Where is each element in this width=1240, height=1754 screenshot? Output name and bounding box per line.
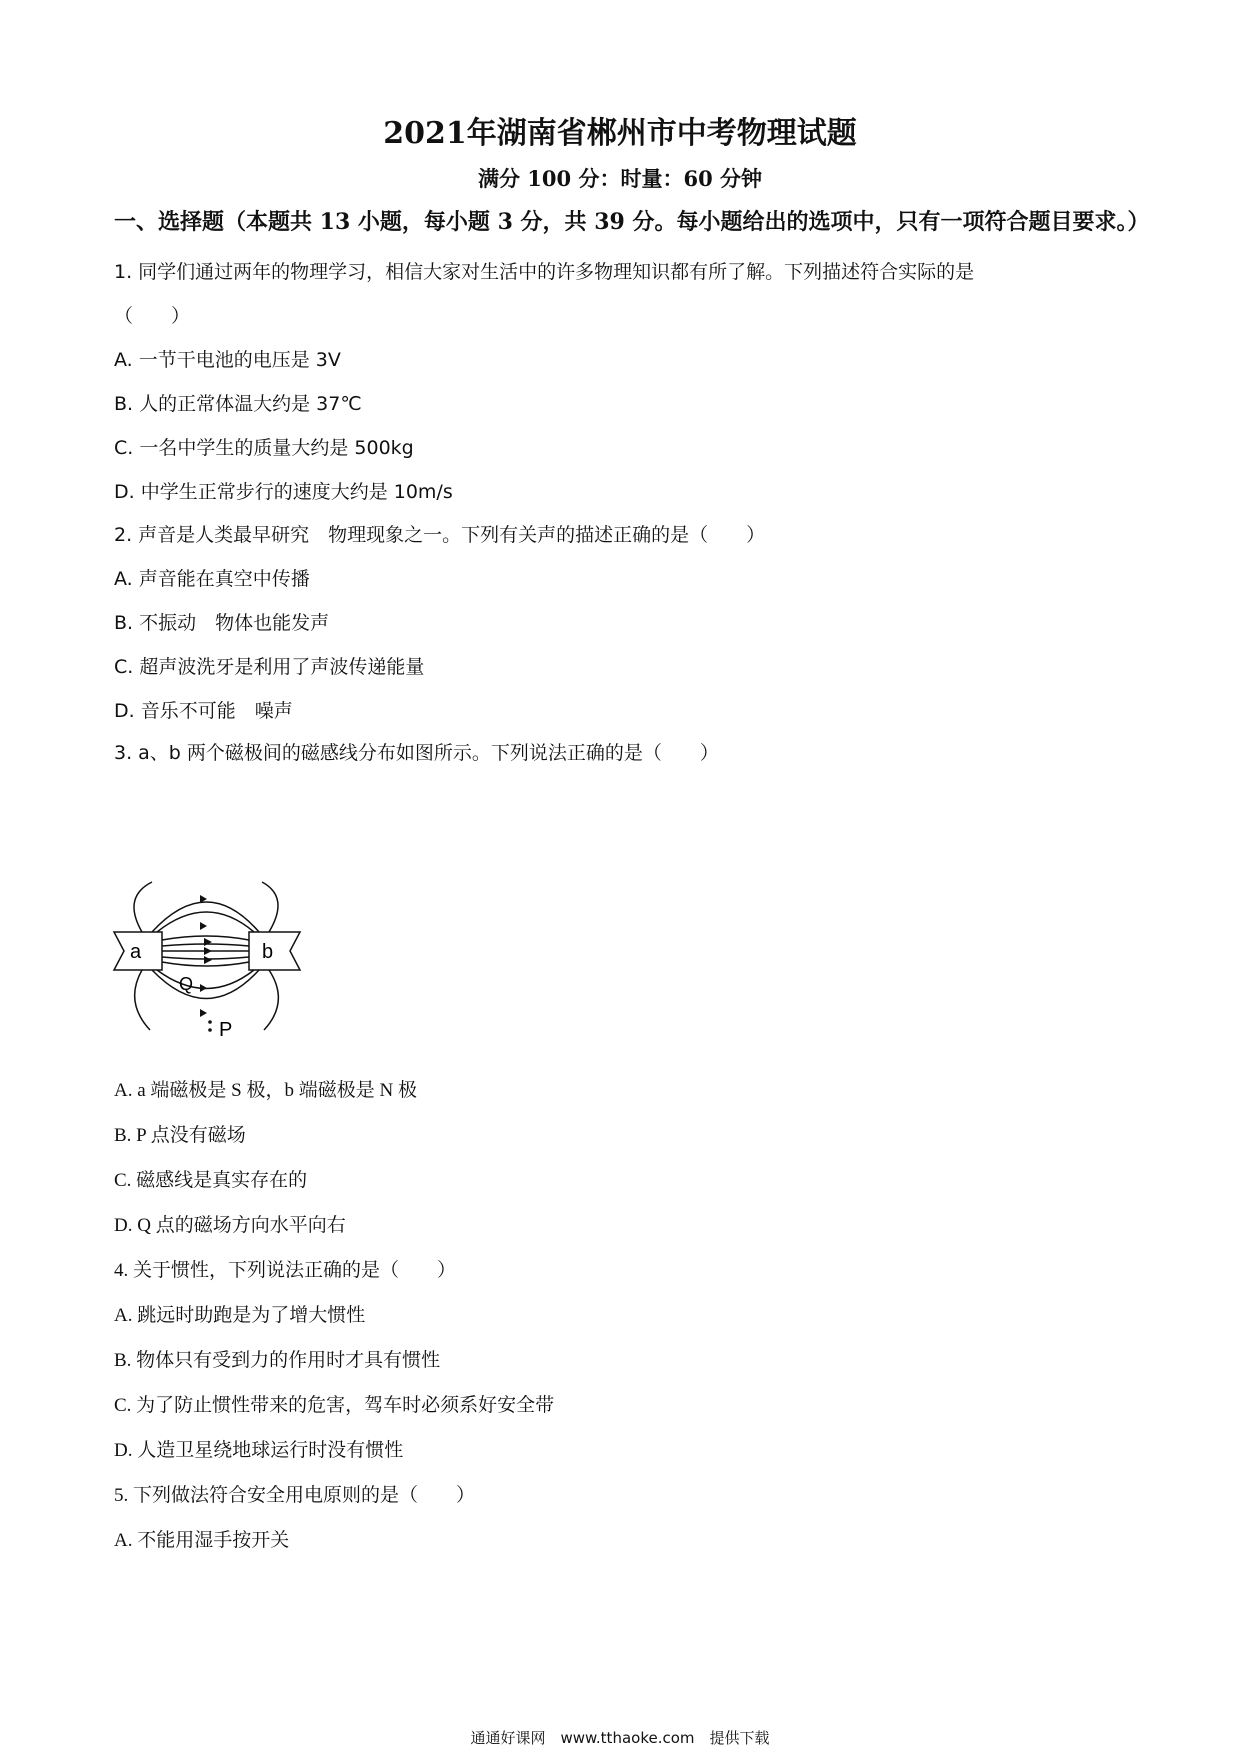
label-b: b — [262, 941, 274, 963]
question-2-option-a: A. 声音能在真空中传播 — [114, 568, 310, 590]
question-1-stem-cont: （ ） — [114, 305, 191, 327]
question-1-option-b: B. 人的正常体温大约是 37℃ — [114, 393, 362, 415]
question-3-option-b: B. P 点没有磁场 — [114, 1125, 246, 1146]
question-3-stem: 3. a、b 两个磁极间的磁感线分布如图所示。下列说法正确的是（ ） — [114, 742, 719, 764]
question-2-option-b: B. 不振动 物体也能发声 — [114, 612, 330, 634]
page-footer: 通通好课网 www.tthaoke.com 提供下载 — [470, 1729, 770, 1747]
question-2-option-c: C. 超声波洗牙是利用了声波传递能量 — [114, 656, 425, 678]
question-4-option-c: C. 为了防止惯性带来的危害，驾车时必须系好安全带 — [114, 1395, 555, 1416]
question-4-option-b: B. 物体只有受到力的作用时才具有惯性 — [114, 1350, 441, 1371]
page-subtitle: 满分 100 分：时量：60 分钟 — [478, 166, 762, 191]
question-1-stem: 1. 同学们通过两年的物理学习，相信大家对生活中的许多物理知识都有所了解。下列描述符合实际的是 — [114, 261, 975, 283]
section-heading: 一、选择题（本题共 13 小题，每小题 3 分，共 39 分。每小题给出的选项中，只有一项符合题目要求。） — [114, 209, 1150, 235]
question-5-option-a: A. 不能用湿手按开关 — [114, 1530, 290, 1551]
question-4-stem: 4. 关于惯性，下列说法正确的是（ ） — [114, 1260, 457, 1281]
question-3-option-c: C. 磁感线是真实存在的 — [114, 1170, 308, 1191]
label-p: P — [219, 1019, 233, 1041]
question-5-stem: 5. 下列做法符合安全用电原则的是（ ） — [114, 1485, 476, 1506]
question-4-option-d: D. 人造卫星绕地球运行时没有惯性 — [114, 1440, 404, 1461]
magnet-b — [249, 932, 300, 970]
question-1-option-a: A. 一节干电池的电压是 3V — [114, 349, 341, 371]
question-3-option-a: A. a 端磁极是 S 极，b 端磁极是 N 极 — [114, 1080, 417, 1101]
question-3-option-d: D. Q 点的磁场方向水平向右 — [114, 1215, 346, 1236]
label-a: a — [130, 941, 142, 963]
label-q: Q — [179, 974, 194, 994]
question-2-option-d: D. 音乐不可能 噪声 — [114, 700, 293, 722]
question-1-option-d: D. 中学生正常步行的速度大约是 10m/s — [114, 481, 453, 503]
question-4-option-a: A. 跳远时助跑是为了增大惯性 — [114, 1305, 366, 1326]
page-title: 2021年湖南省郴州市中考物理试题 — [383, 116, 857, 151]
magnetic-field-figure — [112, 862, 322, 1042]
question-2-stem: 2. 声音是人类最早研究 物理现象之一。下列有关声的描述正确的是（ ） — [114, 524, 766, 546]
question-1-option-c: C. 一名中学生的质量大约是 500kg — [114, 437, 414, 459]
